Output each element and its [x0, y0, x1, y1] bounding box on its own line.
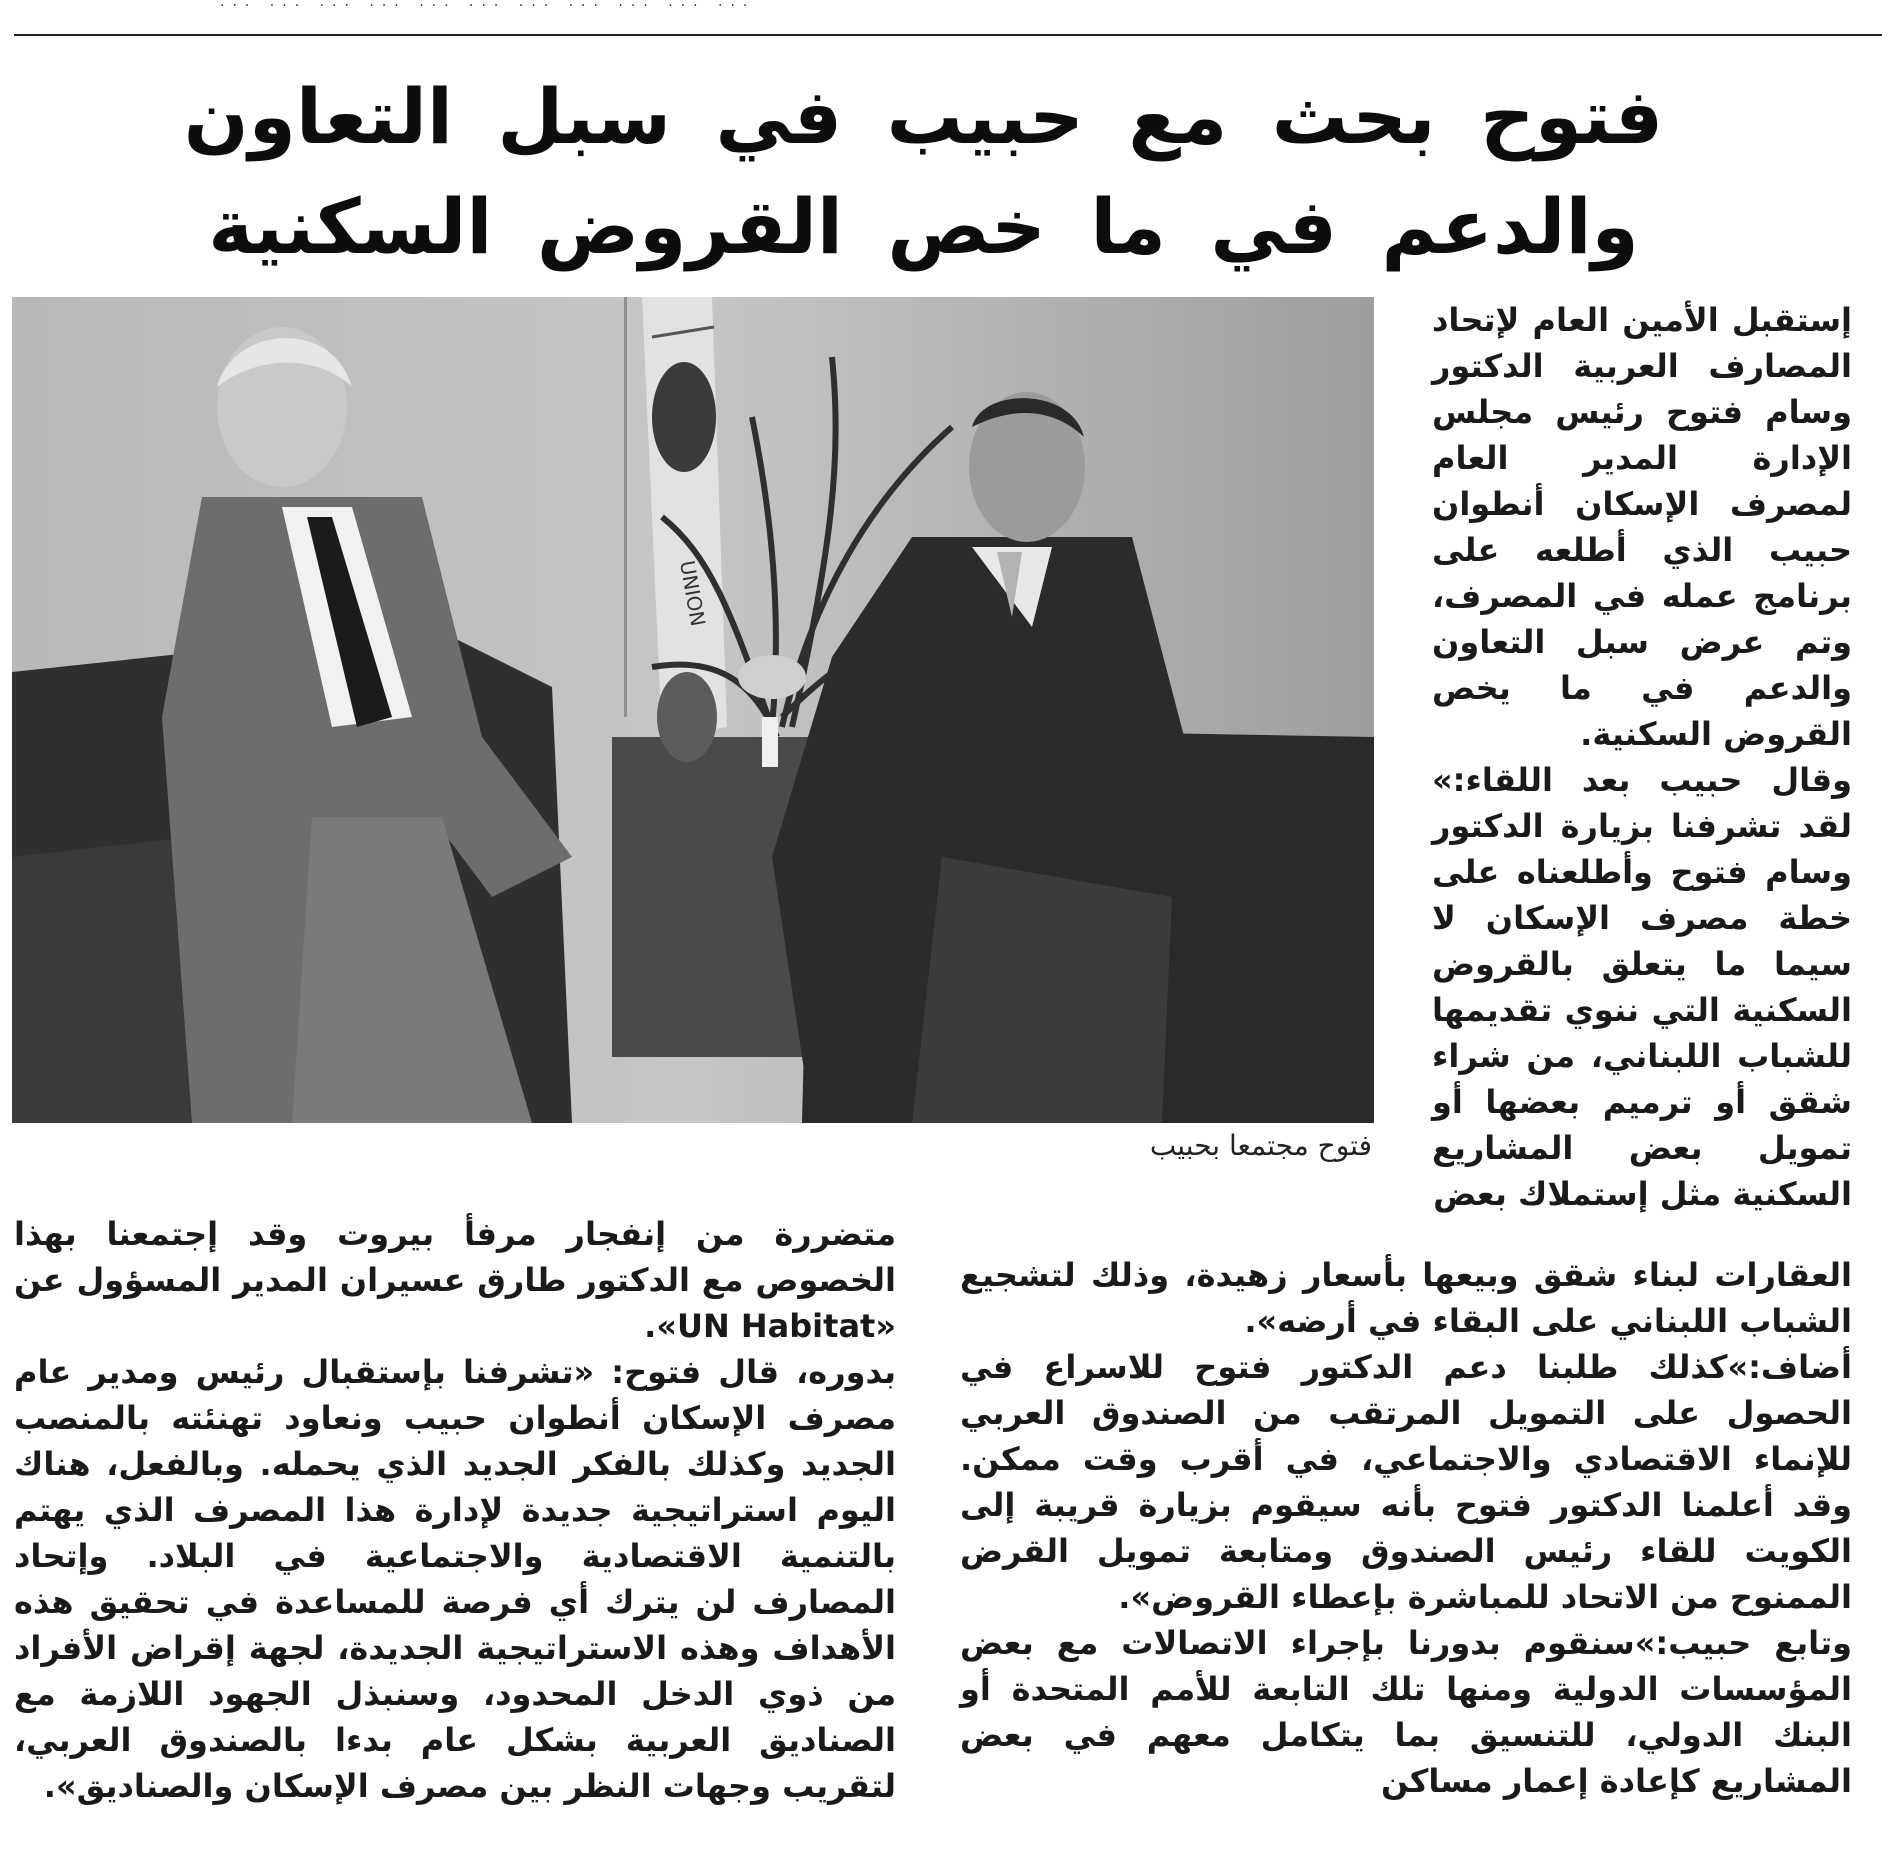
- photo-caption: فتوح مجتمعا بحبيب: [1149, 1129, 1372, 1162]
- middle-paragraph-2: أضاف:»كذلك طلبنا دعم الدكتور فتوح للاسراع في الحصول على التمويل المرتقب من الصندوق العربي للإنماء الاقتصادي والاجتماعي، في أقرب وقت ممكن. وقد أعلمنا الدكتور فتوح بأنه سيقوم بزيارة قريبة إلى الكويت للقاء رئيس الصندوق ومتابعة تمويل القرض الممنوح من الاتحاد للمباشرة بإعطاء القروض».: [960, 1348, 1852, 1616]
- banner-text: UNION: [675, 558, 711, 629]
- right-column: [1432, 297, 1852, 1217]
- water-bottle: [762, 717, 778, 767]
- header-rule: [14, 34, 1882, 36]
- headline-line-2: والدعم في ما خص القروض السكنية: [208, 182, 1639, 271]
- masthead-fragment-text: ... ... ... ... ... ... ... ... ... ... ...: [220, 0, 756, 10]
- headline-line-1: فتوح بحث مع حبيب في سبل التعاون: [183, 72, 1664, 161]
- article-photo: [12, 297, 1374, 1123]
- headline: [60, 62, 1787, 282]
- left-paragraph-1: متضررة من إنفجار مرفأ بيروت وقد إجتمعنا بهذا الخصوص مع الدكتور طارق عسيران المدير المسؤول عن «UN Habitat».: [14, 1215, 896, 1345]
- middle-paragraph-1: العقارات لبناء شقق وبيعها بأسعار زهيدة، وذلك لتشجيع الشباب اللبناني على البقاء في أرضه».: [960, 1256, 1852, 1340]
- middle-column: [960, 1252, 1852, 1804]
- left-paragraph-2: بدوره، قال فتوح: «تشرفنا بإستقبال رئيس ومدير عام مصرف الإسكان أنطوان حبيب ونعاود تهنئته بالمنصب الجديد وكذلك بالفكر الجديد الذي يحمله. وبالفعل، هناك اليوم استراتيجية جديدة لإدارة هذا المصرف الذي يهتم بالتنمية الاقتصادية والاجتماعية في البلاد. وإتحاد المصارف لن يترك أي فرصة للمساعدة في تحقيق هذه الأهداف وهذه الاستراتيجية الجديدة، لجهة إقراض الأفراد من ذوي الدخل المحدود، وسنبذل الجهود اللازمة مع الصناديق العربية بشكل عام بدءا بالصندوق العربي، لتقريب وجهات النظر بين مصرف الإسكان والصناديق».: [14, 1353, 896, 1805]
- right-paragraph-1: إستقبل الأمين العام لإتحاد المصارف العربية الدكتور وسام فتوح رئيس مجلس الإدارة المدير العام لمصرف الإسكان أنطوان حبيب الذي أطلعه على برنامج عمله في المصرف، وتم عرض سبل التعاون والدعم في ما يخص القروض السكنية.: [1432, 301, 1852, 753]
- masthead-fragment: [0, 0, 1882, 12]
- vase: [657, 672, 717, 762]
- right-paragraph-2: وقال حبيب بعد اللقاء:» لقد تشرفنا بزيارة الدكتور وسام فتوح وأطلعناه على خطة مصرف الإسكان لا سيما ما يتعلق بالقروض السكنية التي ننوي تقديمها للشباب اللبناني، من شراء شقق أو ترميم بعضها أو تمويل بعض المشاريع السكنية مثل إستملاك بعض: [1432, 761, 1852, 1213]
- left-column: [14, 1211, 896, 1809]
- middle-paragraph-3: وتابع حبيب:»سنقوم بدورنا بإجراء الاتصالات مع بعض المؤسسات الدولية ومنها تلك التابعة للأمم المتحدة أو البنك الدولي، للتنسيق بما يتكامل معهم في بعض المشاريع كإعادة إعمار مساكن: [960, 1624, 1852, 1800]
